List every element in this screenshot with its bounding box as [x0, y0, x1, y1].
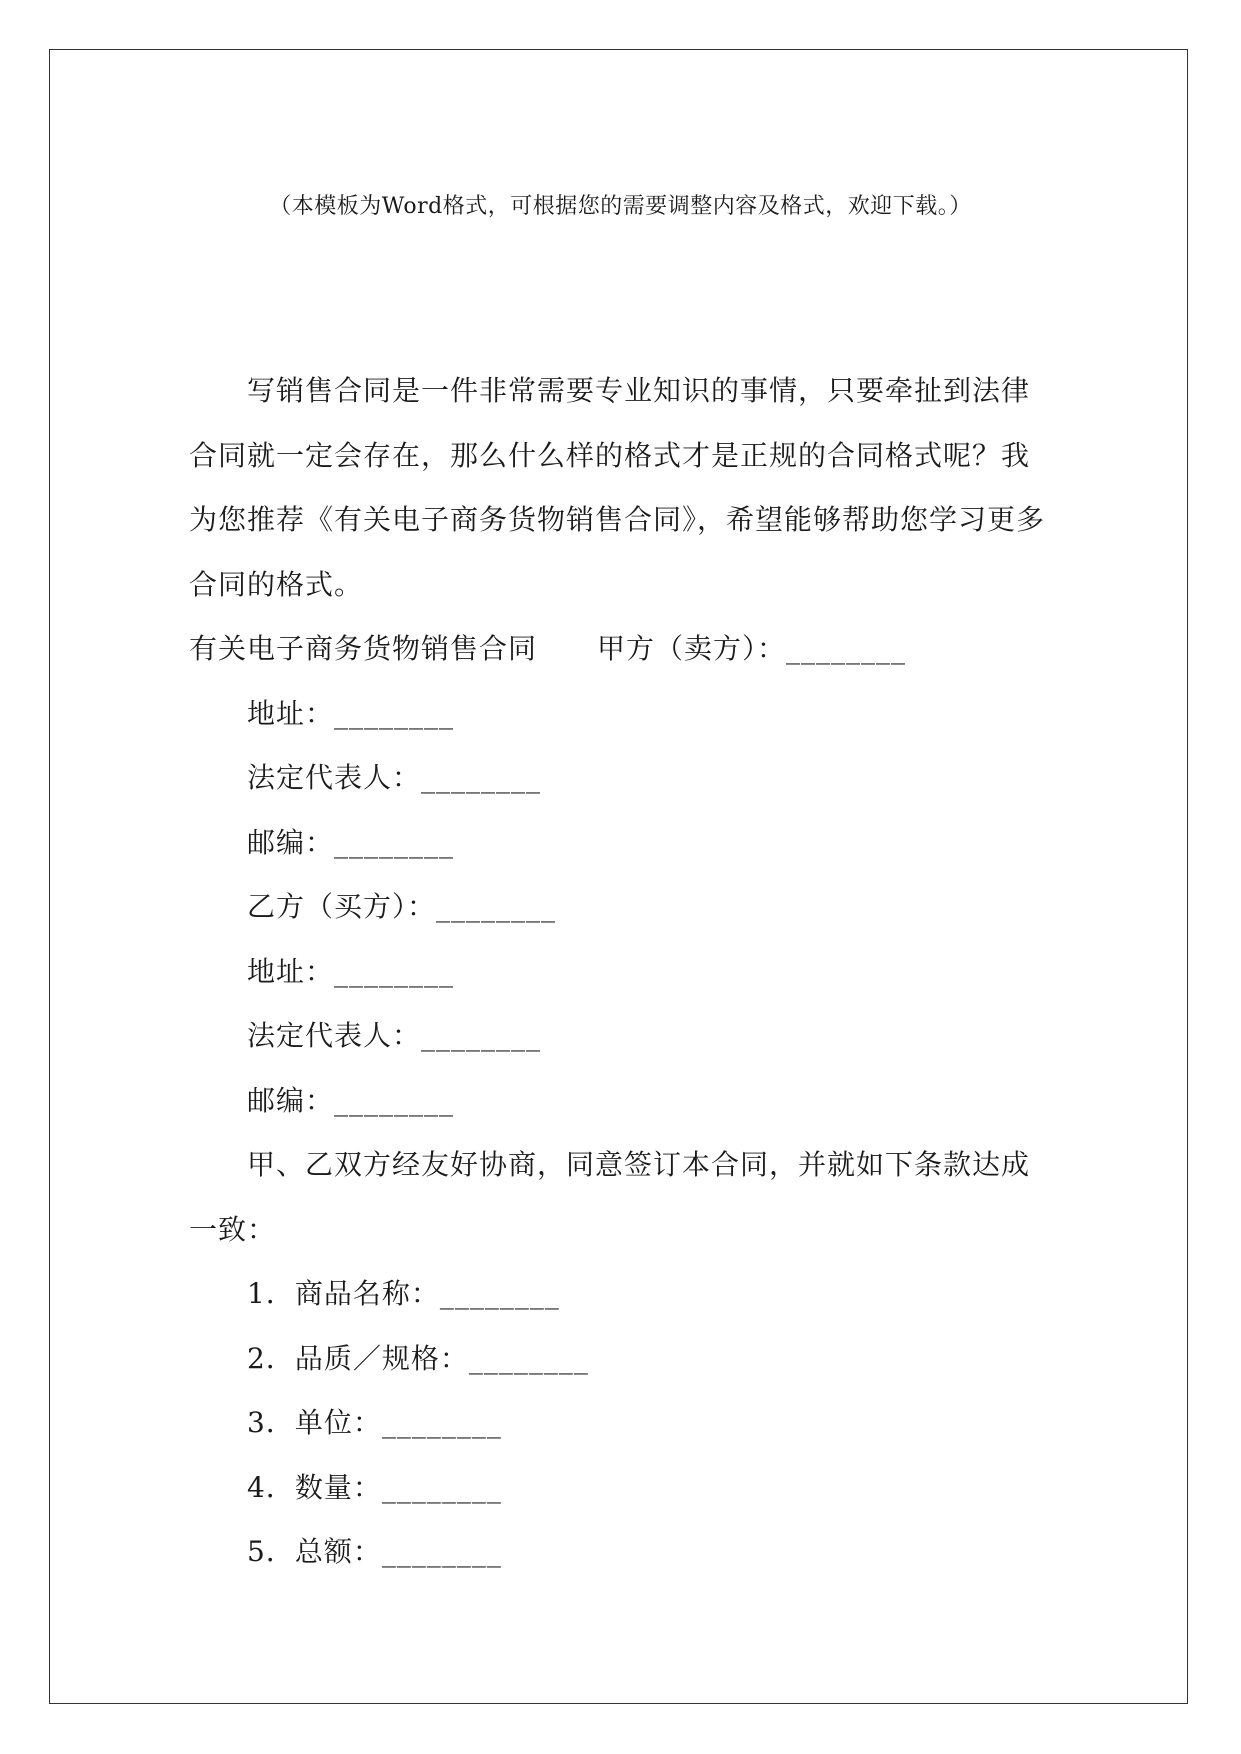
party-b-label: 乙方（买方）：________	[247, 890, 557, 923]
party-a-label: 甲方（卖方）：________	[597, 632, 907, 665]
party-a-address: 地址：________	[247, 696, 455, 730]
party-a-legal-rep: 法定代表人：________	[247, 761, 542, 794]
party-b-legal-rep: 法定代表人：________	[247, 1019, 542, 1052]
party-b-address: 地址：________	[247, 954, 455, 988]
clause-item: 3．单位：________	[247, 1406, 502, 1439]
intro-paragraph: 写销售合同是一件非常需要专业知识的事情，只要牵扯到法律合同就一定会存在，那么什么样的格式才是正规的合同格式呢？我为您推荐《有关电子商务货物销售合同》，希望能够帮助您学习更多合同的格式。	[189, 374, 1046, 601]
clause-item: 2．品质／规格：________	[247, 1341, 589, 1375]
title-line	[189, 617, 1051, 682]
clause-item: 4．数量：________	[247, 1470, 502, 1504]
contract-body	[189, 359, 1051, 1585]
contract-title: 有关电子商务货物销售合同	[189, 632, 538, 665]
clause-item: 1．商品名称：________	[247, 1277, 560, 1310]
template-note: （本模板为Word格式，可根据您的需要调整内容及格式，欢迎下载。）	[269, 194, 972, 219]
party-a-postcode: 邮编：________	[247, 825, 455, 859]
party-b-postcode: 邮编：________	[247, 1083, 455, 1117]
agreement-paragraph: 甲、乙双方经友好协商，同意签订本合同，并就如下条款达成一致：	[189, 1148, 1031, 1246]
clause-item: 5．总额：________	[247, 1535, 502, 1568]
